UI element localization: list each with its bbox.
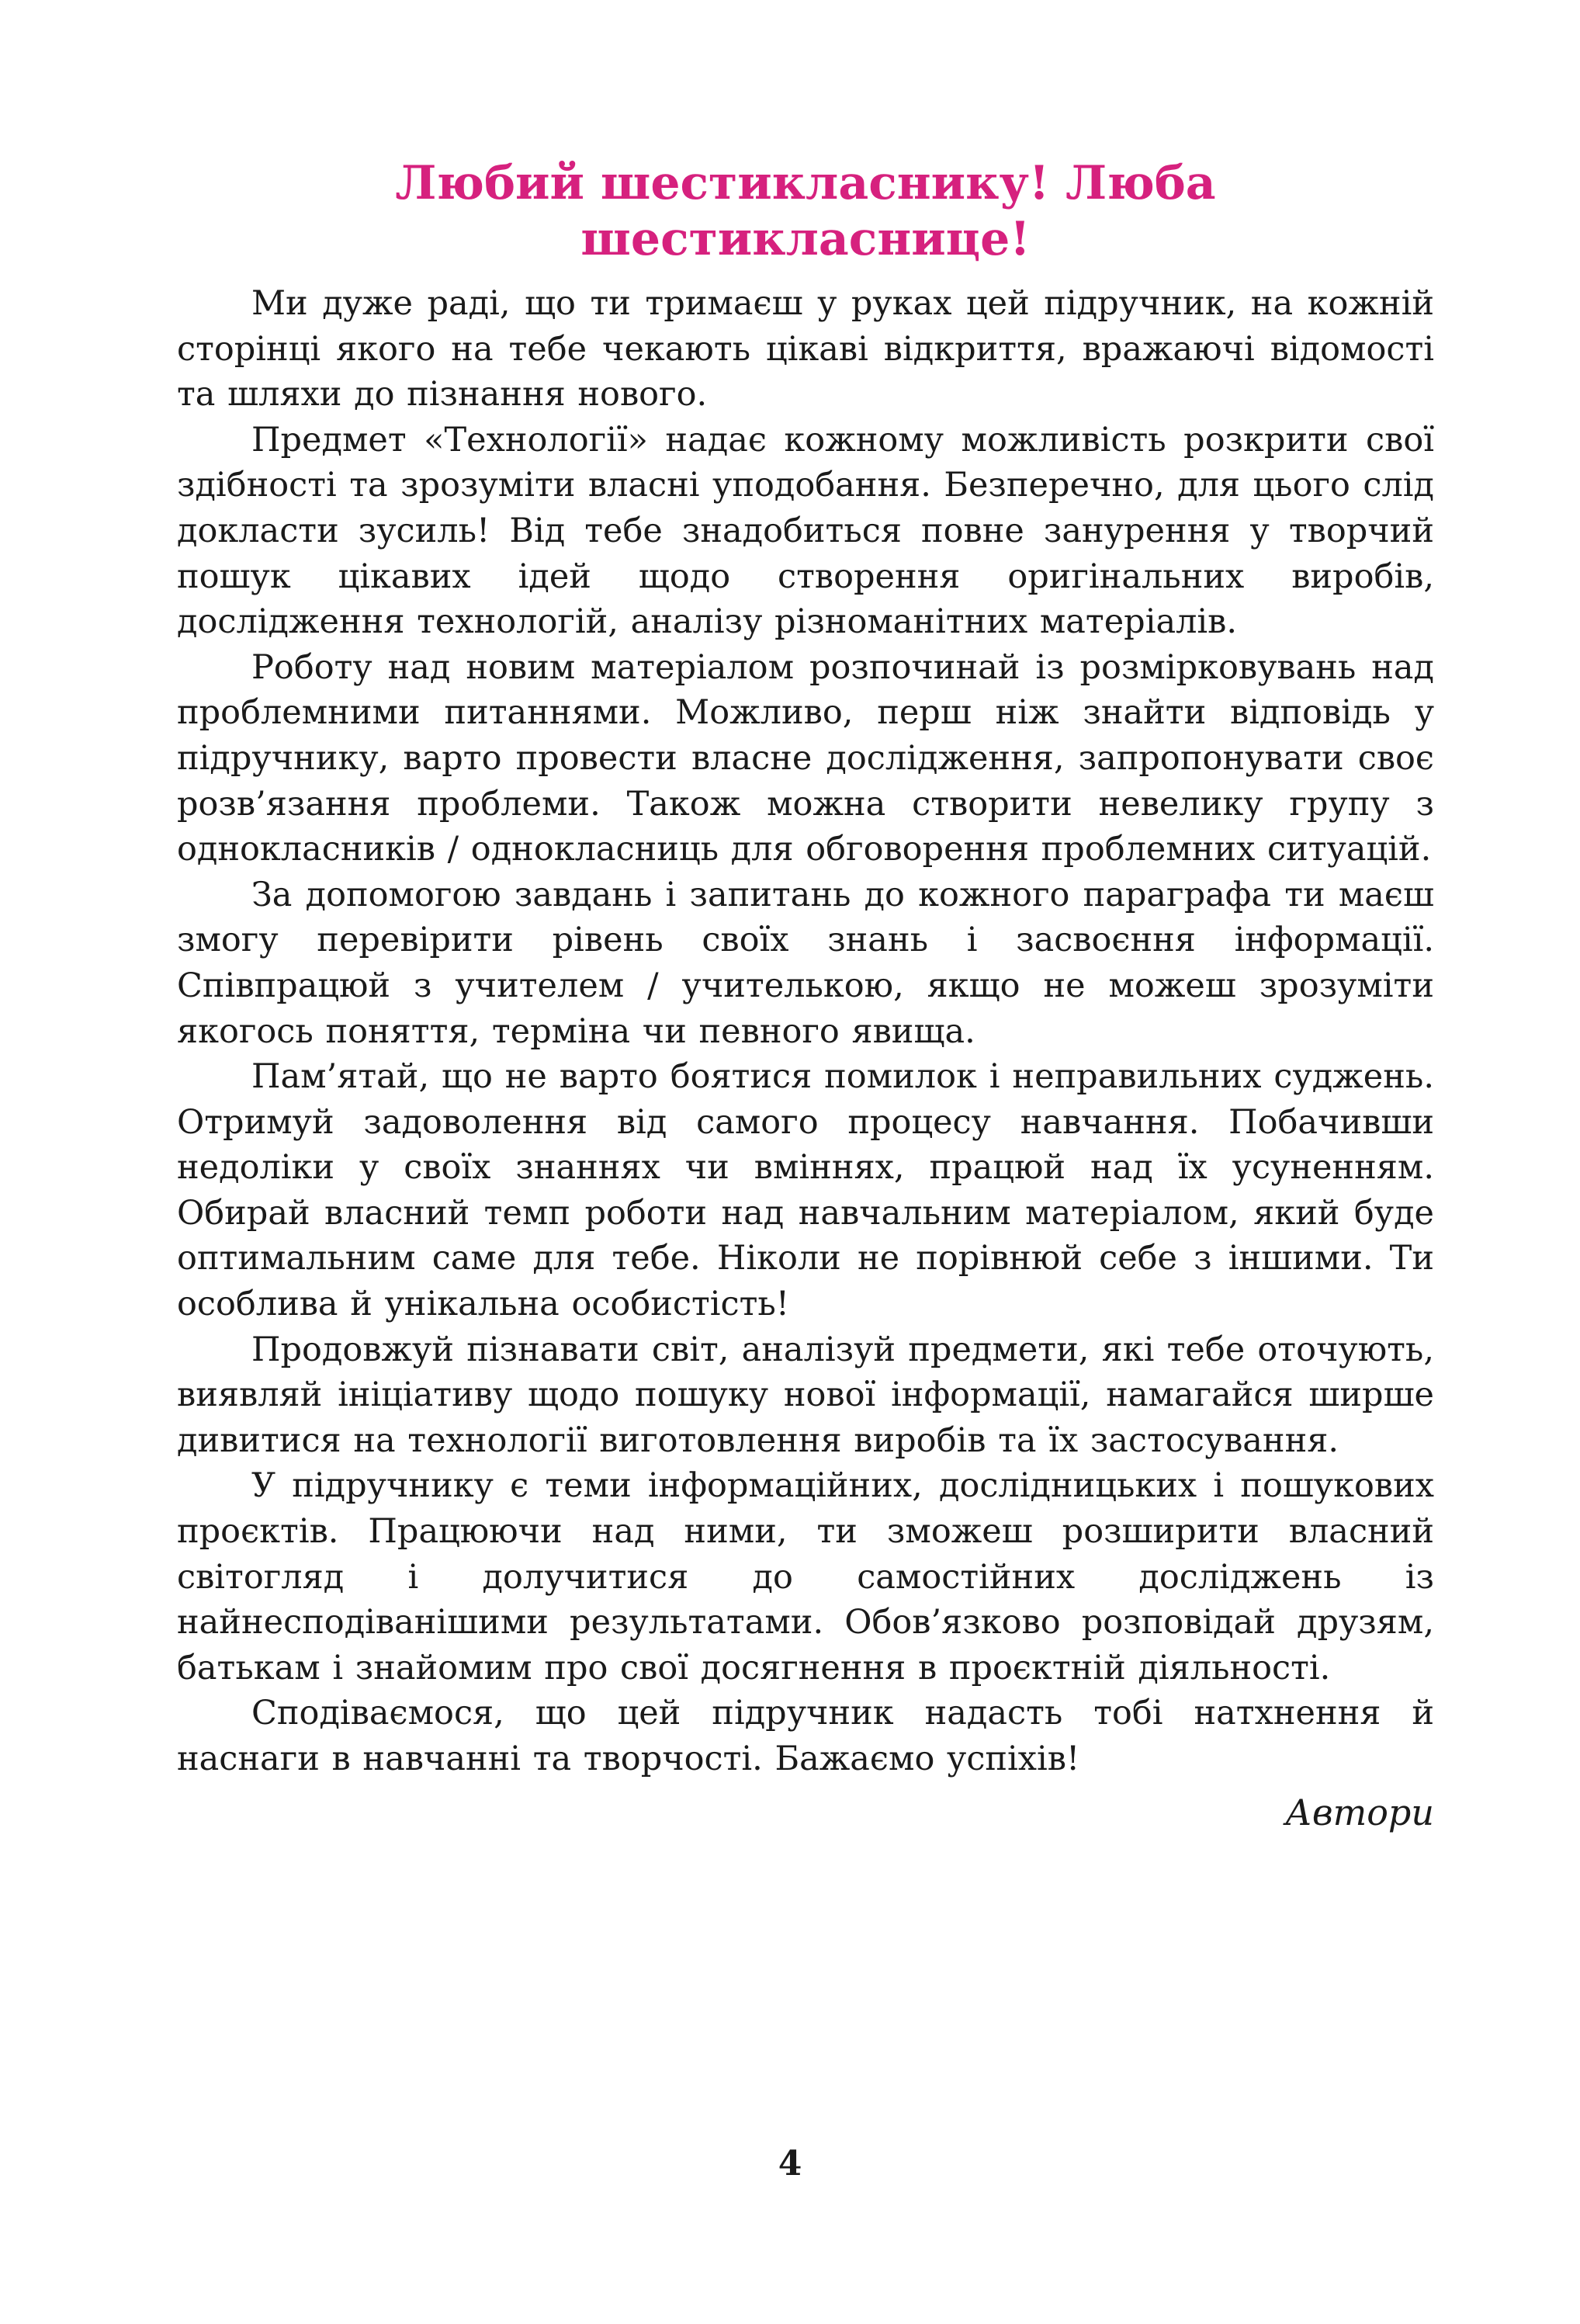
page-heading: Любий шестикласнику! Люба шестикласнице! [395,156,1216,266]
paragraph: За допомогою завдань і запитань до кожного параграфа ти маєш змогу перевірити рівень своїх знань і засвоєння інформації. Співпрацюй з учителем / учителькою, якщо не можеш зрозуміти якогось поняття, терміна чи певного явища. [177,875,1434,1051]
authors-signature: Автори [1285,1791,1434,1833]
paragraph: Продовжуй пізнавати світ, аналізуй предмети, які тебе оточують, виявляй ініціативу щодо пошуку нової інформації, намагайся ширше дивитися на технології виготовлення виробів та їх застосування. [177,1330,1434,1460]
paragraph: Ми дуже раді, що ти тримаєш у руках цей підручник, на кожній сторінці якого на тебе чекають цікаві відкриття, вражаючі відомості та шляхи до пізнання нового. [177,284,1434,415]
paragraph: У підручнику є теми інформаційних, дослідницьких і пошукових проєктів. Працюючи над ними, ти зможеш розширити власний світогляд і долучитися до самостійних досліджень із найнесподіванішими результатами. Обов’язково розповідай друзям, батькам і знайомим про свої досягнення в проєктній діяльності. [177,1466,1434,1688]
letter-body [177,281,1434,1782]
page-number: 4 [778,2144,802,2184]
paragraph: Предмет «Технології» надає кожному можливість розкрити свої здібності та зрозуміти власні уподобання. Безперечно, для цього слід докласти зусиль! Від тебе знадобиться повне занурення у творчий пошук цікавих ідей щодо створення оригінальних виробів, дослідження технологій, аналізу різноманітних матеріалів. [177,420,1434,642]
page-content [177,155,1434,1840]
paragraph: Сподіваємося, що цей підручник надасть тобі натхнення й наснаги в навчанні та творчості. Бажаємо успіхів! [177,1694,1434,1778]
paragraph: Пам’ятай, що не варто боятися помилок і неправильних суджень. Отримуй задоволення від самого процесу навчання. Побачивши недоліки у своїх знаннях чи вміннях, працюй над їх усуненням. Обирай власний темп роботи над навчальним матеріалом, який буде оптимальним саме для тебе. Ніколи не порівнюй себе з іншими. Ти особлива й унікальна особистість! [177,1057,1434,1324]
paragraph: Роботу над новим матеріалом розпочинай із розмірковувань над проблемними питаннями. Можливо, перш ніж знайти відповідь у підручнику, варто провести власне дослідження, запропонувати своє розв’язання проблеми. Також можна створити невелику групу з однокласників / однокласниць для обговорення проблемних ситуацій. [177,647,1434,869]
